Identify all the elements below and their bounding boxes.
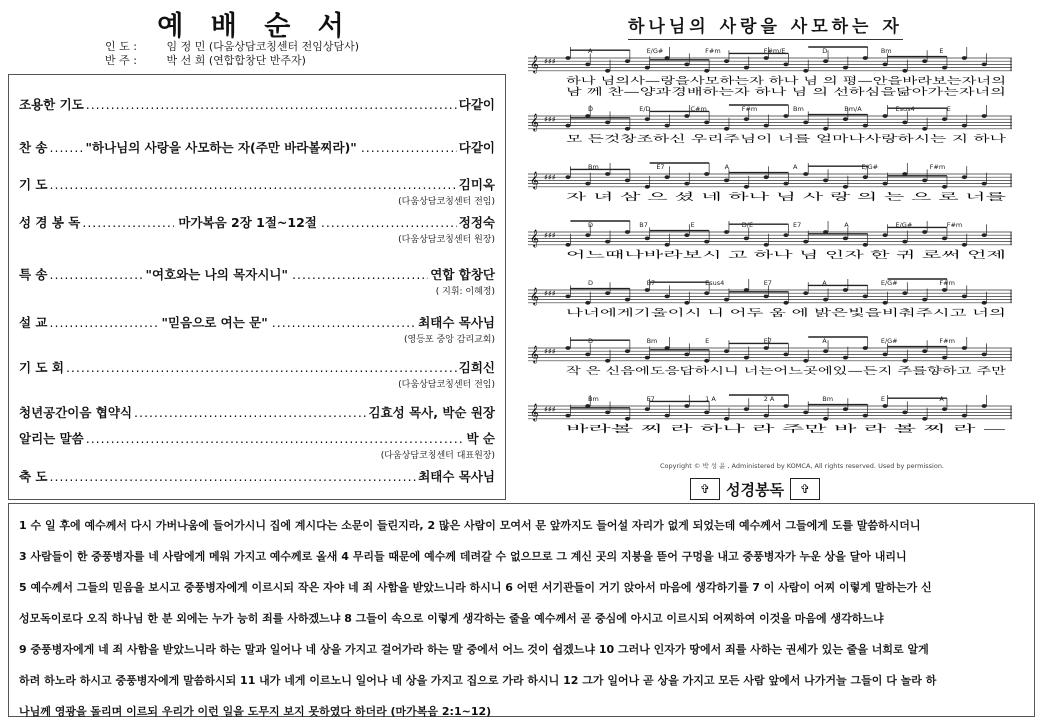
scripture-line: 3 사람들이 한 중풍병자를 네 사람에게 메워 가지고 예수께로 올새 4 무리들 때문에 예수께 데려갈 수 없으므로 그 계신 곳의 지붕을 뜯어 구멍을 내고 중풍병자가 누운 상을 달아 내리니 <box>19 550 907 563</box>
chord-symbol: A <box>822 279 827 287</box>
note-head <box>902 69 907 73</box>
note-head <box>645 66 650 70</box>
note-head <box>982 233 987 237</box>
chord-symbol: F#m <box>939 337 955 345</box>
note-head <box>982 301 987 305</box>
program-person: 연합 합창단 <box>430 267 495 282</box>
scripture-reading-label: 성경봉독 <box>726 480 784 499</box>
key-signature: ♯♯♯ <box>544 289 556 298</box>
program-detail: "하나님의 사랑을 사모하는 자(주만 바라볼찌라)" <box>85 140 357 155</box>
note-head <box>605 291 610 295</box>
leader-label: 인 도 : <box>105 40 137 53</box>
treble-clef: 𝄞 <box>530 403 539 421</box>
chord-symbol: F#m <box>939 279 955 287</box>
note-head <box>942 356 947 360</box>
note-head <box>863 243 868 247</box>
scripture-line: 나님께 영광을 돌리며 이르되 우리가 이런 일을 도무지 보지 못하였다 하더라 (마가복음 2:1~12) <box>19 705 492 718</box>
note-head <box>962 295 967 299</box>
chord-symbol: D <box>822 47 828 55</box>
program-label: 조용한 기도 <box>19 97 84 112</box>
scripture-line: 5 예수께서 그들의 믿음을 보시고 중풍병자에게 이르시되 작은 자야 네 죄 사함을 받았느니라 하시니 6 어떤 서기관들이 거기 앉아서 마음에 생각하기를 7 이 사람이 어찌 이렇게 말하는가 신 <box>19 581 932 594</box>
note-head <box>962 346 967 350</box>
chord-symbol: A <box>844 221 849 229</box>
note-head <box>565 243 570 247</box>
chord-symbol: A <box>822 337 827 345</box>
chord-symbol: D <box>588 105 594 113</box>
chord-symbol: D <box>588 279 594 287</box>
note-head <box>942 117 947 121</box>
note-head <box>645 117 650 121</box>
program-label: 성 경 봉 독 <box>19 215 81 230</box>
lyric-line: 바라볼 찌 라 하나 라 주만 바 라 볼 찌 라 — <box>566 424 747 435</box>
note-head <box>645 237 650 241</box>
note-head <box>863 56 868 60</box>
chord-symbol: F#m <box>741 105 758 113</box>
chord-symbol: A <box>939 395 944 403</box>
note-head <box>625 179 630 183</box>
program-item <box>19 175 495 207</box>
note-head <box>823 417 828 421</box>
note-head <box>863 295 868 299</box>
note-head <box>585 353 590 357</box>
note-head <box>902 411 907 415</box>
chord-symbol: Bm <box>822 395 834 403</box>
note-head <box>664 243 669 247</box>
leader-row <box>105 54 359 68</box>
note-head <box>922 179 927 183</box>
chord-symbol: A <box>724 163 730 171</box>
note-head <box>684 182 689 186</box>
chord-symbol: F#m <box>946 221 963 229</box>
note-head <box>882 353 887 357</box>
note-head <box>605 359 610 363</box>
note-head <box>565 295 570 299</box>
copyright-notice: Copyright © 박 성 윤 , Administered by KOMCA, All rights reserved. Used by permission. <box>660 462 945 470</box>
note-head <box>902 291 907 295</box>
chord-symbol: E7 <box>793 221 802 229</box>
program-label: 설 교 <box>19 315 48 330</box>
lyric-line: 모 든것창조하신 우리주님이 너를 얼마나사랑하시는 지 하나 <box>566 134 814 145</box>
note-head <box>764 295 769 299</box>
note-head <box>982 404 987 408</box>
page-title: 예 배 순 서 <box>157 11 353 42</box>
program-item <box>19 95 495 113</box>
note-head <box>882 63 887 67</box>
note-head <box>843 117 848 121</box>
chord-symbol: Bm <box>646 337 658 345</box>
note-head <box>882 404 887 408</box>
note-head <box>744 66 749 70</box>
note-head <box>942 66 947 70</box>
program-item <box>19 429 495 461</box>
chord-symbol: E <box>946 105 951 113</box>
key-signature: ♯♯♯ <box>544 347 556 356</box>
note-head <box>942 288 947 292</box>
treble-clef: 𝄞 <box>530 229 539 247</box>
note-head <box>625 230 630 234</box>
note-head <box>843 185 848 189</box>
note-head <box>843 288 848 292</box>
chord-symbol: E7 <box>763 337 772 345</box>
note-head <box>625 298 630 302</box>
chord-symbol: 1 A <box>705 395 716 403</box>
note-head <box>704 69 709 73</box>
lyric-line: 어느때나바라보시 고 하나 님 인자 한 귀 로써 언제 <box>566 250 774 261</box>
note-head <box>684 63 689 67</box>
program-sub: ( 지휘: 이혜정) <box>435 287 495 297</box>
chord-symbol: E <box>939 47 944 55</box>
chord-symbol: E/G# <box>880 337 898 345</box>
note-head <box>605 121 610 125</box>
note-head <box>843 356 848 360</box>
program-person: 최태수 목사님 <box>418 315 495 330</box>
key-signature: ♯♯♯ <box>544 405 556 414</box>
program-item <box>19 138 495 156</box>
note-head <box>744 407 749 411</box>
note-head <box>645 407 650 411</box>
chord-symbol: D <box>588 337 594 345</box>
note-head <box>902 359 907 363</box>
note-head <box>783 63 788 67</box>
program-person: 김희신 <box>458 360 495 375</box>
note-head <box>823 179 828 183</box>
chord-symbol: E7 <box>646 395 655 403</box>
note-head <box>882 182 887 186</box>
note-head <box>764 414 769 418</box>
program-sub: (다움상담코칭센터 전임) <box>398 197 495 207</box>
note-head <box>625 417 630 421</box>
program-item <box>19 213 495 245</box>
chord-symbol: 2 A <box>763 395 775 403</box>
chord-symbol: E/G# <box>880 279 898 287</box>
note-head <box>585 301 590 305</box>
chord-symbol: E/G# <box>895 221 913 229</box>
note-head <box>882 233 887 237</box>
program-detail: "여호와는 나의 목자시니" <box>145 267 288 282</box>
lyric-line: 작 은 신음에도응답하시니 너는어느곳에있—든지 주를향하고 주만 <box>566 366 839 377</box>
note-head <box>565 346 570 350</box>
note-head <box>664 295 669 299</box>
lyric-line: 하나 님의사—랑을사모하는자 하나 님 의 평—안을바라보는자너의 <box>566 76 839 87</box>
chord-symbol: E <box>880 395 885 403</box>
chord-symbol: F#m <box>929 163 946 171</box>
chord-symbol: E7 <box>763 279 772 287</box>
chord-symbol: E <box>690 221 695 229</box>
program-sub: (다움상담코칭센터 전임) <box>398 380 495 390</box>
bible-icon: ✞ <box>690 478 720 500</box>
note-head <box>625 59 630 63</box>
program-item <box>19 358 495 390</box>
leader-row <box>105 40 359 54</box>
scripture-text <box>8 503 1035 717</box>
note-head <box>764 56 769 60</box>
program-person: 김효성 목사, 박순 원장 <box>368 405 495 420</box>
note-head <box>843 407 848 411</box>
note-head <box>863 414 868 418</box>
note-head <box>565 124 570 128</box>
program-label: 축 도 <box>19 469 48 484</box>
chord-symbol: Bm <box>793 105 804 113</box>
note-head <box>605 172 610 176</box>
scripture-line: 성모독이로다 오직 하나님 한 분 외에는 누가 능히 죄를 사하겠느냐 8 그들이 속으로 이렇게 생각하는 줄을 예수께서 곧 중심에 아시고 이르시되 어찌하여 이것을 마음에 생각하느냐 <box>19 612 884 625</box>
chord-symbol: Esus4 <box>705 279 725 287</box>
note-head <box>764 124 769 128</box>
key-signature: ♯♯♯ <box>544 231 556 240</box>
note-head <box>664 414 669 418</box>
note-head <box>962 243 967 247</box>
note-head <box>882 114 887 118</box>
program-sub: (영등포 중앙 감리교회) <box>404 335 495 345</box>
note-head <box>565 175 570 179</box>
note-head <box>942 185 947 189</box>
note-head <box>803 121 808 125</box>
note-head <box>764 346 769 350</box>
note-head <box>744 185 749 189</box>
note-head <box>585 182 590 186</box>
program-person: 다같이 <box>458 140 495 155</box>
leaders-info <box>105 40 359 68</box>
note-head <box>764 175 769 179</box>
note-head <box>645 356 650 360</box>
note-head <box>724 127 729 131</box>
note-head <box>803 291 808 295</box>
note-head <box>684 114 689 118</box>
note-head <box>704 172 709 176</box>
note-head <box>823 59 828 63</box>
note-head <box>704 121 709 125</box>
program-label: 청년공간이음 협약식 <box>19 405 133 420</box>
note-head <box>724 349 729 353</box>
program-person: 최태수 목사님 <box>418 469 495 484</box>
note-head <box>664 124 669 128</box>
note-head <box>684 233 689 237</box>
program-item <box>19 313 495 345</box>
treble-clef: 𝄞 <box>530 345 539 363</box>
note-head <box>585 233 590 237</box>
note-head <box>724 59 729 63</box>
note-head <box>783 233 788 237</box>
chord-symbol: A <box>588 47 593 55</box>
note-head <box>962 124 967 128</box>
scripture-line: 9 중풍병자에게 네 죄 사함을 받았느니라 하는 말과 일어나 네 상을 가지고 걸어가라 하는 말 중에서 어느 것이 쉽겠느냐 10 그러나 인자가 땅에서 죄를 사하는 권세가 있는 줄을 너희로 알게 <box>19 643 929 656</box>
note-head <box>863 124 868 128</box>
lyric-line: 남 께 찬—양과경배하는자 하나 님 의 선하심을닮아가는자너의 <box>566 87 824 98</box>
note-head <box>565 56 570 60</box>
lyric-line: 나너에게기울이시 니 어두 움 에 밝은빛을비춰주시고 너의 <box>566 308 805 319</box>
note-head <box>704 240 709 244</box>
treble-clef: 𝄞 <box>530 55 539 73</box>
program-label: 찬 송 <box>19 140 48 155</box>
note-head <box>843 237 848 241</box>
program-item <box>19 467 495 485</box>
note-head <box>783 182 788 186</box>
program-item <box>19 265 495 297</box>
chord-symbol: D/E <box>741 221 754 229</box>
note-head <box>922 349 927 353</box>
chord-symbol: B7 <box>646 279 656 287</box>
note-head <box>704 411 709 415</box>
note-head <box>962 414 967 418</box>
note-head <box>823 298 828 302</box>
note-head <box>902 121 907 125</box>
chord-symbol: Bm <box>588 395 599 403</box>
note-head <box>803 359 808 363</box>
song-title: 하나님의 사랑을 사모하는 자 <box>628 12 903 40</box>
note-head <box>684 353 689 357</box>
note-head <box>704 359 709 363</box>
key-signature: ♯♯♯ <box>544 115 556 124</box>
leader-label: 반 주 : <box>105 54 137 67</box>
sheet-music <box>528 40 1012 470</box>
treble-clef: 𝄞 <box>530 171 539 189</box>
note-head <box>942 407 947 411</box>
program-label: 기 도 <box>19 177 48 192</box>
chord-symbol: B7 <box>639 221 648 229</box>
program-sub: (다움상담코칭센터 원장) <box>398 235 495 245</box>
note-head <box>744 237 749 241</box>
chord-symbol: Bm/A <box>844 105 862 113</box>
note-head <box>605 411 610 415</box>
note-head <box>783 404 788 408</box>
note-head <box>922 417 927 421</box>
note-head <box>803 172 808 176</box>
lyric-line: 자 녀 삼 으 셨 네 하나 님 사 랑 의 는 으 로 너를 <box>566 192 765 203</box>
note-head <box>823 349 828 353</box>
note-head <box>922 298 927 302</box>
note-head <box>942 237 947 241</box>
note-head <box>863 175 868 179</box>
chord-symbol: E/G# <box>861 163 879 171</box>
chord-symbol: F#m <box>705 47 721 55</box>
note-head <box>962 56 967 60</box>
note-head <box>625 127 630 131</box>
note-head <box>744 356 749 360</box>
scripture-line: 하려 하노라 하시고 중풍병자에게 말씀하시되 11 내가 네게 이르노니 일어나 네 상을 가지고 집으로 가라 하시니 12 그가 일어나 곧 상을 가지고 모든 사람 앞에서 나가거늘 그들이 다 놀라 하 <box>19 674 937 687</box>
chord-symbol: Esus4 <box>895 105 915 113</box>
program-person: 다같이 <box>458 97 495 112</box>
note-head <box>645 185 650 189</box>
note-head <box>922 230 927 234</box>
note-head <box>982 182 987 186</box>
note-head <box>902 240 907 244</box>
note-head <box>704 291 709 295</box>
key-signature: ♯♯♯ <box>544 57 556 66</box>
note-head <box>982 114 987 118</box>
program-label: 특 송 <box>19 267 48 282</box>
note-head <box>605 240 610 244</box>
note-head <box>625 349 630 353</box>
key-signature: ♯♯♯ <box>544 173 556 182</box>
program-person: 김미옥 <box>458 177 495 192</box>
chord-symbol: F#m/E <box>763 47 786 55</box>
note-head <box>724 230 729 234</box>
note-head <box>783 114 788 118</box>
treble-clef: 𝄞 <box>530 113 539 131</box>
note-head <box>565 414 570 418</box>
worship-program <box>8 74 506 500</box>
chord-symbol: E7 <box>656 163 665 171</box>
note-head <box>982 63 987 67</box>
note-head <box>783 301 788 305</box>
program-label: 기 도 회 <box>19 360 64 375</box>
note-head <box>783 353 788 357</box>
chord-symbol: A <box>793 163 798 171</box>
note-head <box>863 346 868 350</box>
program-person: 박 순 <box>466 431 495 446</box>
note-head <box>684 404 689 408</box>
chord-symbol: D <box>588 221 594 229</box>
chord-symbol: E/D <box>639 105 651 113</box>
note-head <box>803 411 808 415</box>
chord-symbol: E <box>705 337 710 345</box>
note-head <box>724 179 729 183</box>
program-detail: 마가복음 2장 1절~12절 <box>178 215 317 230</box>
note-head <box>645 288 650 292</box>
program-sub: (다움상담코칭센터 대표원장) <box>380 451 495 461</box>
chord-symbol: Bm <box>880 47 892 55</box>
program-detail: "믿음으로 여는 문" <box>161 315 268 330</box>
note-head <box>823 127 828 131</box>
note-head <box>664 175 669 179</box>
note-head <box>803 240 808 244</box>
note-head <box>724 417 729 421</box>
chord-symbol: Bm <box>588 163 599 171</box>
note-head <box>982 353 987 357</box>
note-head <box>684 301 689 305</box>
treble-clef: 𝄞 <box>530 287 539 305</box>
chord-symbol: C#m <box>690 105 707 113</box>
note-head <box>922 59 927 63</box>
leader-value: 박 선 희 (연합합창단 반주자) <box>166 54 306 67</box>
scripture-line: 1 수 일 후에 예수께서 다시 가버나움에 들어가시니 집에 계시다는 소문이 들린지라, 2 많은 사람이 모여서 문 앞까지도 들어설 자리가 없게 되었는데 예수께서 그들에게 도를 말씀하시더니 <box>19 519 921 532</box>
note-head <box>843 66 848 70</box>
note-head <box>803 69 808 73</box>
leader-value: 임 정 민 (다움상담코칭센터 전임상담사) <box>166 40 360 53</box>
scripture-reading-heading <box>690 478 820 500</box>
note-head <box>764 243 769 247</box>
note-head <box>744 117 749 121</box>
program-item <box>19 403 495 421</box>
note-head <box>962 175 967 179</box>
program-person: 정정숙 <box>458 215 495 230</box>
note-head <box>882 301 887 305</box>
note-head <box>605 69 610 73</box>
bible-icon: ✞ <box>790 478 820 500</box>
chord-symbol: E/G# <box>646 47 664 55</box>
program-label: 알리는 말씀 <box>19 431 84 446</box>
note-head <box>585 63 590 67</box>
note-head <box>922 127 927 131</box>
note-head <box>724 298 729 302</box>
